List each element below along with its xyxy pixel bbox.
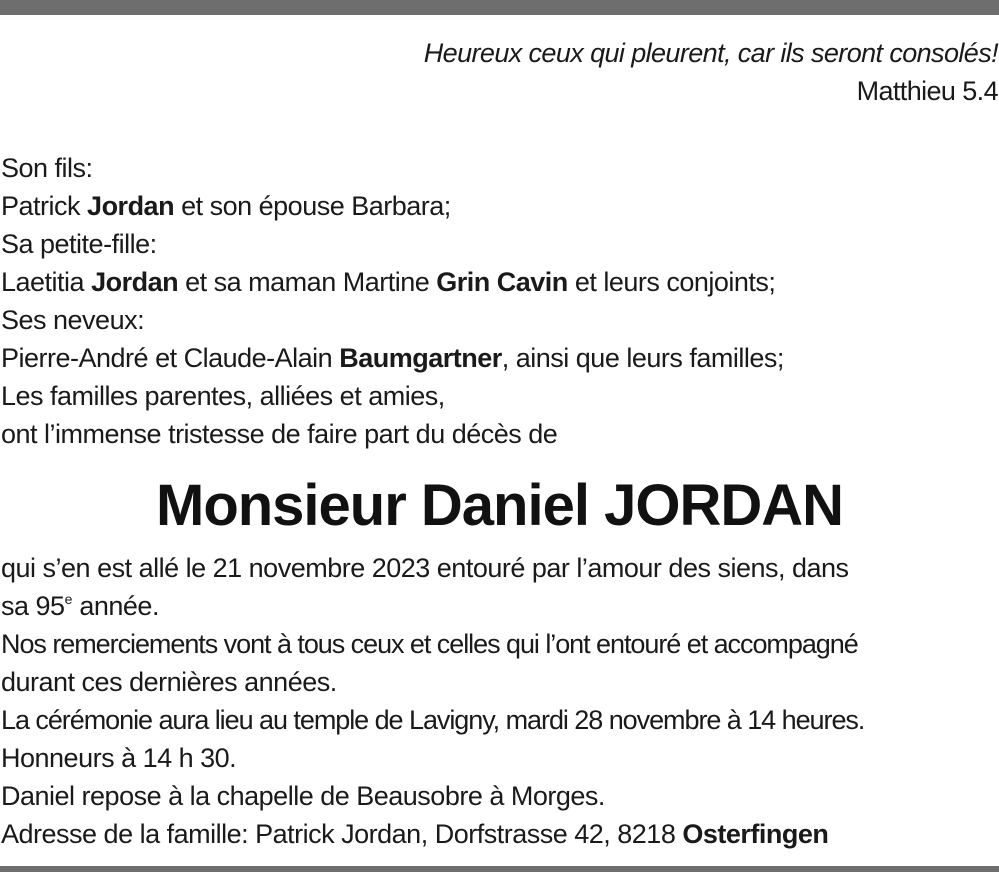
address-line	[1, 815, 998, 853]
nephews-heading: Ses neveux:	[1, 305, 145, 335]
granddaughter-first-name: Laetitia	[1, 267, 85, 297]
family-list	[1, 149, 991, 453]
announcement-line: ont l’immense tristesse de faire part du décès de	[1, 419, 558, 449]
age-prefix: sa 95	[1, 591, 65, 621]
passing-line-2	[1, 587, 998, 625]
bible-quote	[424, 34, 998, 110]
granddaughter-heading: Sa petite-fille:	[1, 229, 157, 259]
deceased-name: Monsieur Daniel JORDAN	[156, 473, 843, 538]
nephews-surname: Baumgartner	[339, 343, 502, 373]
rests-line: Daniel repose à la chapelle de Beausobre à Morges.	[1, 781, 605, 811]
age-suffix: année.	[72, 591, 159, 621]
nephews-rest: , ainsi que leurs familles;	[501, 343, 784, 373]
address-text: Adresse de la famille: Patrick Jordan, Dorfstrasse 42, 8218	[1, 819, 676, 849]
top-divider	[0, 0, 999, 15]
granddaughter-rest: et leurs conjoints;	[574, 267, 776, 297]
son-rest: et son épouse Barbara;	[181, 191, 451, 221]
son-first-name: Patrick	[1, 191, 81, 221]
son-surname: Jordan	[87, 191, 175, 221]
bottom-divider	[0, 866, 999, 872]
ordinal-suffix: e	[64, 591, 73, 607]
son-heading: Son fils:	[1, 153, 93, 183]
nephews-line	[1, 339, 991, 377]
passing-line-1: qui s’en est allé le 21 novembre 2023 entouré par l’amour des siens, dans	[1, 553, 849, 583]
notice-text	[1, 549, 998, 853]
thanks-line-1: Nos remerciements vont à tous ceux et celles qui l’ont entouré et accompagné	[1, 629, 858, 659]
nephews-first-names: Pierre-André et Claude-Alain	[1, 343, 333, 373]
son-line	[1, 187, 991, 225]
granddaughter-mid: et sa maman Martine	[185, 267, 430, 297]
quote-text: Heureux ceux qui pleurent, car ils seront consolés!	[423, 38, 998, 68]
thanks-line-2: durant ces dernières années.	[1, 667, 337, 697]
ceremony-line: La cérémonie aura lieu au temple de Lavigny, mardi 28 novembre à 14 heures.	[1, 705, 865, 735]
honours-line: Honneurs à 14 h 30.	[1, 743, 237, 773]
address-town: Osterfingen	[682, 819, 829, 849]
mother-surname: Grin Cavin	[436, 267, 568, 297]
granddaughter-surname: Jordan	[91, 267, 179, 297]
quote-reference: Matthieu 5.4	[856, 76, 998, 106]
granddaughter-line	[1, 263, 991, 301]
relatives-line: Les familles parentes, alliées et amies,	[1, 381, 445, 411]
